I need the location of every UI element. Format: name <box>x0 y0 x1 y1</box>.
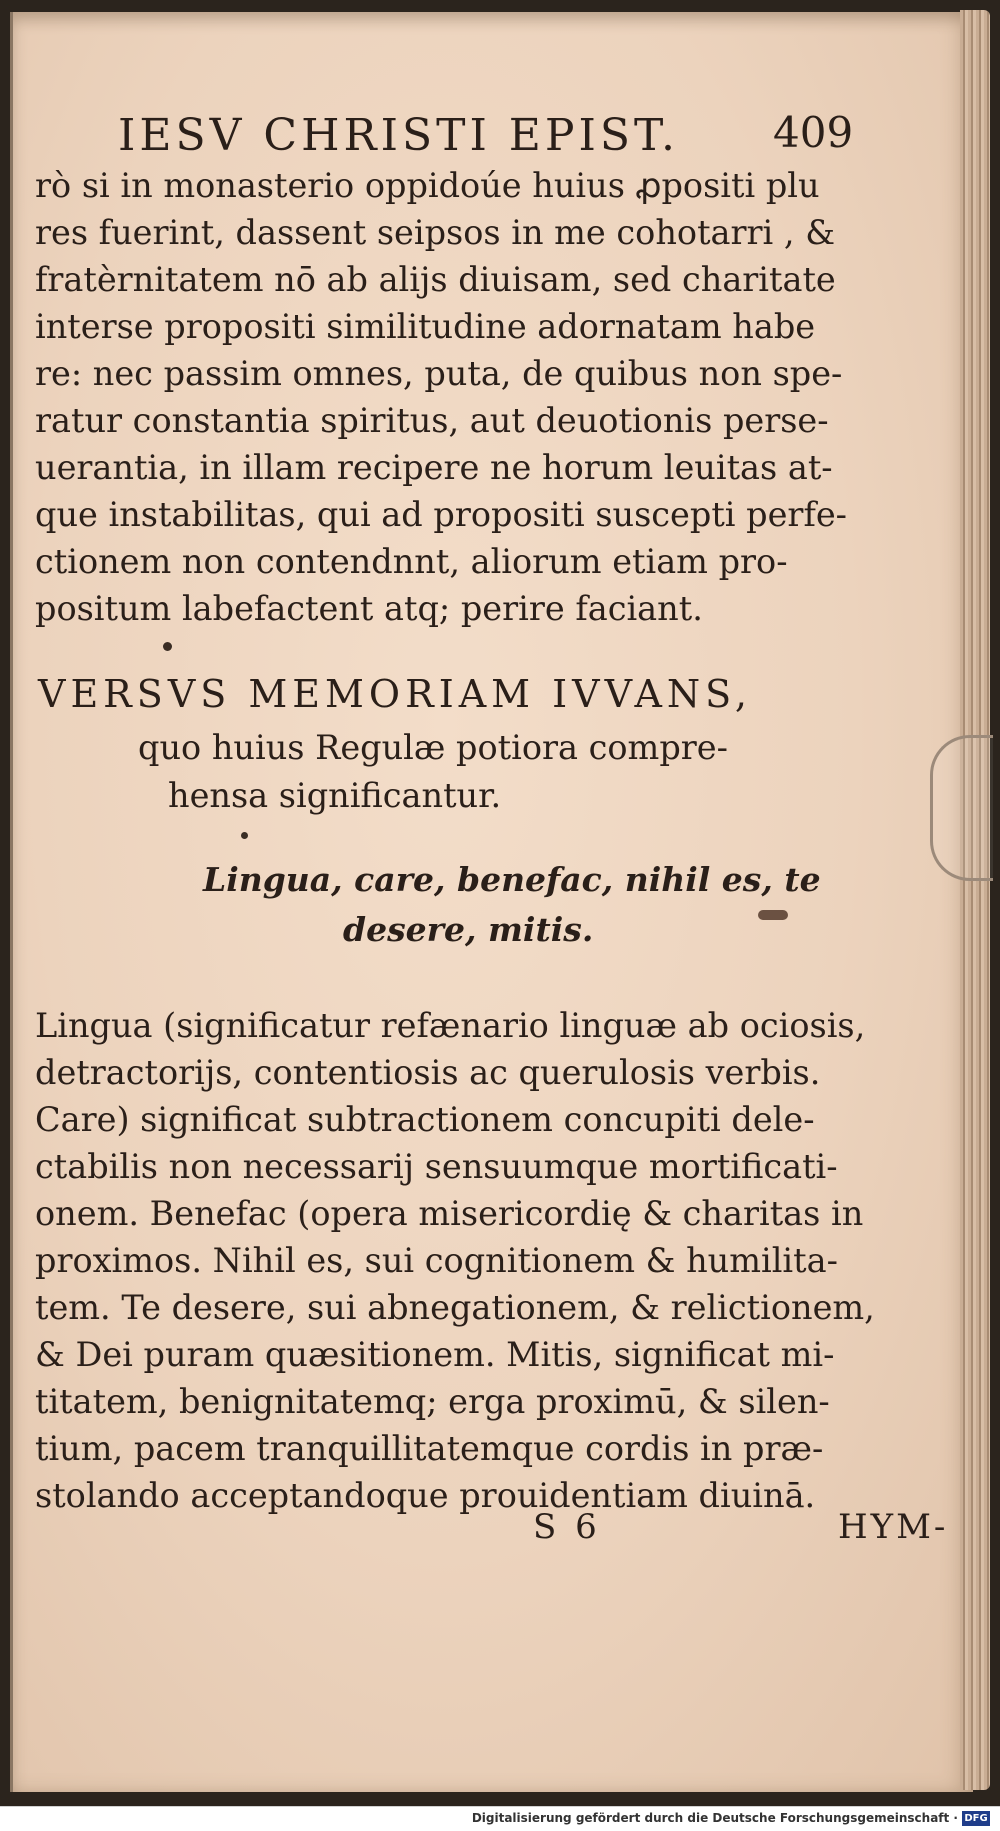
page-edge-stack <box>960 10 990 1790</box>
text-line: res fuerint, dassent seipsos in me cohotarri , & <box>35 213 836 252</box>
catchword: HYM- <box>838 1507 949 1547</box>
book-clasp <box>930 735 993 881</box>
dfg-logo: DFG <box>962 1811 990 1826</box>
text-line: ratur constantia spiritus, aut deuotionis perse- <box>35 401 829 440</box>
verse-line-1: Lingua, care, benefac, nihil es, te <box>203 860 821 899</box>
text-line: interse propositi similitudine adornatam habe <box>35 307 816 346</box>
text-line: hensa significantur. <box>168 776 502 815</box>
text-line: proximos. Nihil es, sui cognitionem & humilita- <box>35 1241 838 1280</box>
running-head: IESV CHRISTI EPIST. <box>118 110 679 161</box>
text-line: onem. Benefac (opera misericordię & charitas in <box>35 1194 864 1233</box>
text-line: que instabilitas, qui ad propositi suscepti perfe- <box>35 495 847 534</box>
text-line: uerantia, in illam recipere ne horum leuitas at- <box>35 448 833 487</box>
verse-line-2: desere, mitis. <box>343 910 594 949</box>
text-line: Lingua (significatur refænario linguæ ab ociosis, <box>35 1006 866 1045</box>
signature-mark: S 6 <box>533 1507 601 1547</box>
text-line: tium, pacem tranquillitatemque cordis in præ- <box>35 1429 824 1468</box>
funding-credit: Digitalisierung gefördert durch die Deutsche Forschungsgemeinschaft · <box>471 1811 958 1825</box>
text-line: tem. Te desere, sui abnegationem, & relictionem, <box>35 1288 875 1327</box>
text-line: ctionem non contendnnt, aliorum etiam pro- <box>35 542 788 581</box>
text-line: rò si in monasterio oppidoúe huius ꝓpositi plu <box>35 166 820 205</box>
ink-dot <box>163 642 172 651</box>
page-number: 409 <box>773 108 854 157</box>
section-heading: VERSVS MEMORIAM IVVANS, <box>38 672 752 716</box>
section-subheading <box>138 724 728 820</box>
text-line: ctabilis non necessarij sensuumque mortificati- <box>35 1147 838 1186</box>
text-line: quo huius Regulæ potiora compre- <box>138 728 728 767</box>
text-line: titatem, benignitatemq; erga proximū, & silen- <box>35 1382 830 1421</box>
text-line: fratèrnitatem nō ab alijs diuisam, sed charitate <box>35 260 836 299</box>
text-line: & Dei puram quæsitionem. Mitis, significat mi- <box>35 1335 835 1374</box>
digitization-footer <box>0 1806 1000 1831</box>
paragraph-1 <box>35 162 847 632</box>
paragraph-2 <box>35 1002 875 1519</box>
text-line: re: nec passim omnes, puta, de quibus non spe- <box>35 354 843 393</box>
ink-dot <box>241 832 248 839</box>
text-line: Care) significat subtractionem concupiti dele- <box>35 1100 815 1139</box>
text-line: stolando acceptandoque prouidentiam diuinā. <box>35 1476 816 1515</box>
text-line: positum labefactent atq; perire faciant. <box>35 589 703 628</box>
text-line: detractorijs, contentiosis ac querulosis verbis. <box>35 1053 821 1092</box>
ink-blot <box>758 910 788 920</box>
book-page <box>10 12 973 1792</box>
